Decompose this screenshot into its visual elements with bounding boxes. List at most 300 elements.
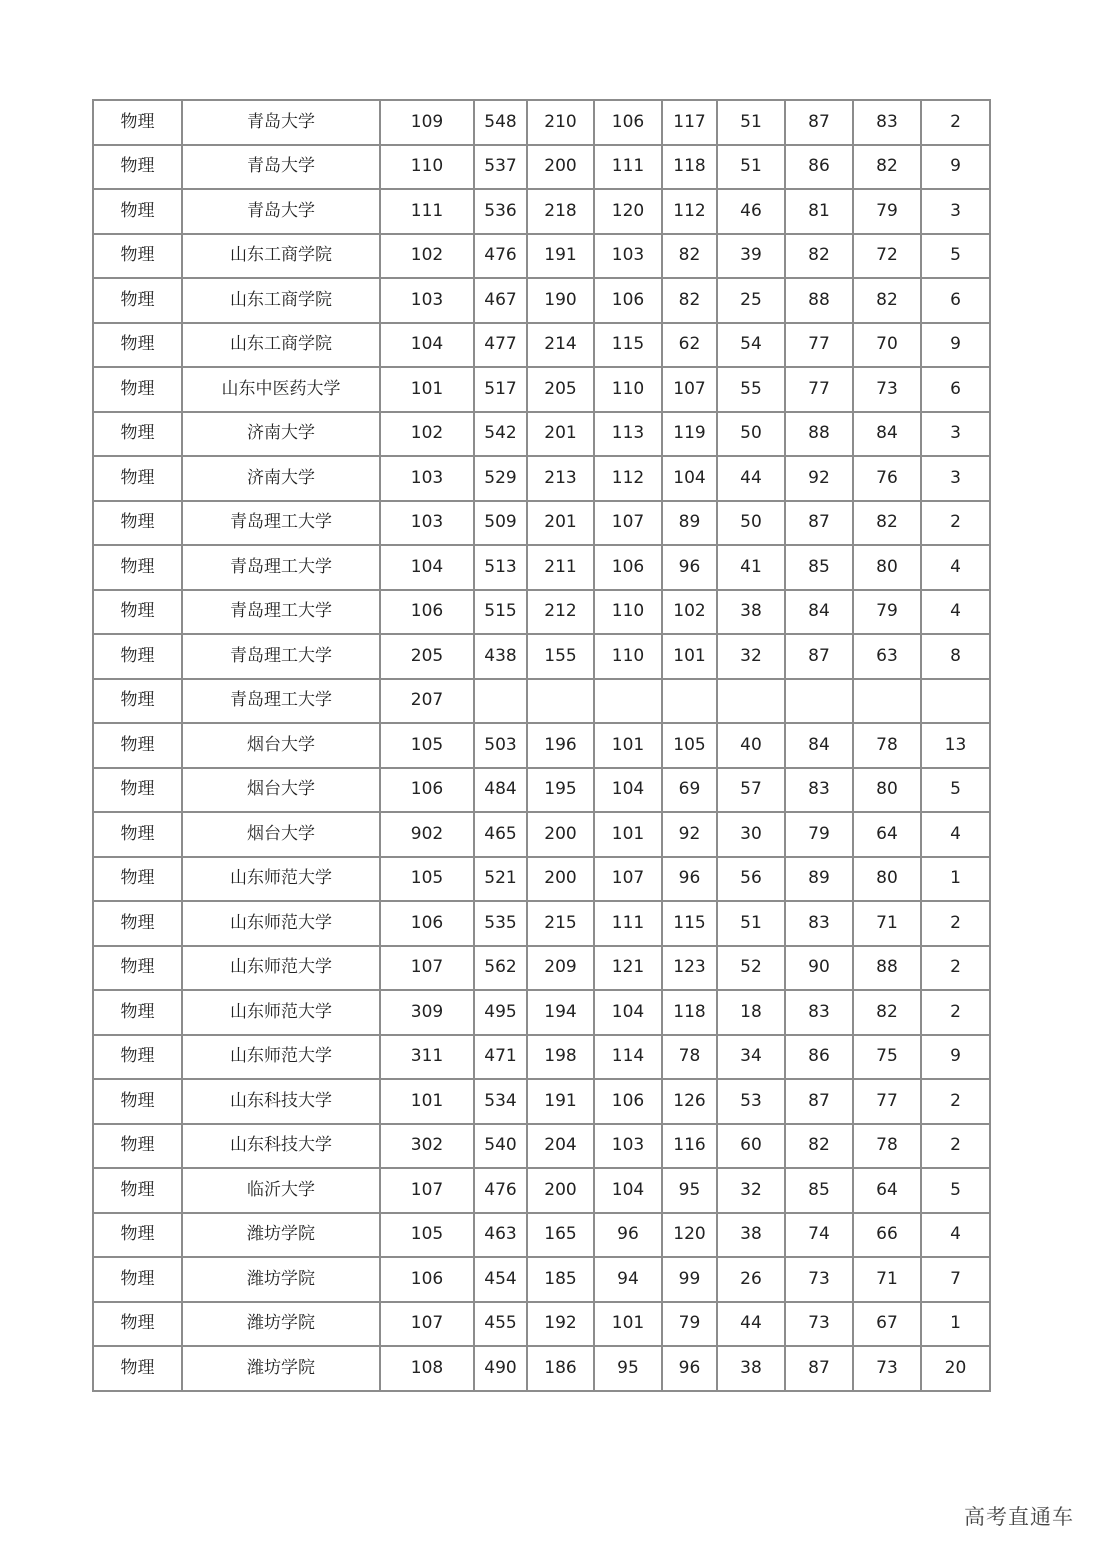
- table-row: [93, 501, 990, 546]
- university-cell: 山东师范大学: [182, 1035, 380, 1080]
- subject-cell: 物理: [93, 501, 182, 546]
- score-cell-5: 39: [717, 234, 785, 279]
- major-code-cell: 207: [380, 679, 474, 724]
- score-cell-4: 96: [662, 1346, 717, 1391]
- score-cell-1: 562: [474, 946, 527, 991]
- score-cell-5: 44: [717, 456, 785, 501]
- major-code-cell: 106: [380, 768, 474, 813]
- university-cell: 山东师范大学: [182, 857, 380, 902]
- table-row: [93, 100, 990, 145]
- university-cell: 青岛理工大学: [182, 634, 380, 679]
- university-cell: 山东工商学院: [182, 234, 380, 279]
- score-cell-1: [474, 679, 527, 724]
- university-cell: 青岛大学: [182, 145, 380, 190]
- university-cell: 山东中医药大学: [182, 367, 380, 412]
- major-code-cell: 105: [380, 1213, 474, 1258]
- score-cell-4: 119: [662, 412, 717, 457]
- score-cell-6: 87: [785, 501, 853, 546]
- score-cell-3: 101: [594, 1302, 662, 1347]
- score-cell-5: 52: [717, 946, 785, 991]
- score-cell-6: 87: [785, 1346, 853, 1391]
- score-cell-5: 25: [717, 278, 785, 323]
- score-cell-5: 32: [717, 1168, 785, 1213]
- score-cell-2: 195: [527, 768, 594, 813]
- score-cell-1: 490: [474, 1346, 527, 1391]
- score-cell-5: 40: [717, 723, 785, 768]
- score-cell-1: 476: [474, 234, 527, 279]
- score-cell-8: 9: [921, 1035, 990, 1080]
- score-cell-4: 116: [662, 1124, 717, 1169]
- score-cell-3: 110: [594, 634, 662, 679]
- score-cell-1: 465: [474, 812, 527, 857]
- score-cell-2: 196: [527, 723, 594, 768]
- score-cell-3: 101: [594, 723, 662, 768]
- score-cell-6: 88: [785, 412, 853, 457]
- score-cell-2: 200: [527, 145, 594, 190]
- score-cell-1: 529: [474, 456, 527, 501]
- major-code-cell: 103: [380, 278, 474, 323]
- score-cell-2: 211: [527, 545, 594, 590]
- major-code-cell: 108: [380, 1346, 474, 1391]
- score-cell-2: 205: [527, 367, 594, 412]
- table-row: [93, 234, 990, 279]
- score-cell-3: 95: [594, 1346, 662, 1391]
- subject-cell: 物理: [93, 100, 182, 145]
- score-cell-6: 84: [785, 590, 853, 635]
- score-cell-5: 26: [717, 1257, 785, 1302]
- table-row: [93, 278, 990, 323]
- score-cell-3: 94: [594, 1257, 662, 1302]
- score-cell-3: 121: [594, 946, 662, 991]
- score-cell-2: [527, 679, 594, 724]
- score-cell-4: 95: [662, 1168, 717, 1213]
- score-cell-2: 191: [527, 1079, 594, 1124]
- table-row: [93, 634, 990, 679]
- score-cell-1: 484: [474, 768, 527, 813]
- subject-cell: 物理: [93, 456, 182, 501]
- major-code-cell: 106: [380, 1257, 474, 1302]
- score-cell-6: 83: [785, 901, 853, 946]
- score-cell-3: 104: [594, 1168, 662, 1213]
- table-row: [93, 679, 990, 724]
- score-cell-2: 218: [527, 189, 594, 234]
- score-cell-5: 30: [717, 812, 785, 857]
- table-row: [93, 145, 990, 190]
- score-cell-8: 20: [921, 1346, 990, 1391]
- table-row: [93, 456, 990, 501]
- major-code-cell: 110: [380, 145, 474, 190]
- score-cell-8: 2: [921, 1079, 990, 1124]
- score-cell-3: 103: [594, 234, 662, 279]
- score-cell-1: 477: [474, 323, 527, 368]
- major-code-cell: 103: [380, 456, 474, 501]
- score-cell-8: 9: [921, 145, 990, 190]
- score-cell-4: 126: [662, 1079, 717, 1124]
- subject-cell: 物理: [93, 367, 182, 412]
- score-cell-7: 71: [853, 1257, 921, 1302]
- subject-cell: 物理: [93, 1035, 182, 1080]
- table-row: [93, 768, 990, 813]
- major-code-cell: 104: [380, 323, 474, 368]
- score-cell-1: 521: [474, 857, 527, 902]
- score-cell-4: 69: [662, 768, 717, 813]
- score-cell-1: 517: [474, 367, 527, 412]
- score-cell-1: 463: [474, 1213, 527, 1258]
- score-cell-1: 534: [474, 1079, 527, 1124]
- score-cell-4: 101: [662, 634, 717, 679]
- score-cell-8: 5: [921, 1168, 990, 1213]
- major-code-cell: 103: [380, 501, 474, 546]
- score-cell-6: 83: [785, 768, 853, 813]
- score-cell-2: 155: [527, 634, 594, 679]
- score-cell-4: 118: [662, 145, 717, 190]
- score-cell-7: 84: [853, 412, 921, 457]
- score-cell-7: 72: [853, 234, 921, 279]
- score-cell-7: 76: [853, 456, 921, 501]
- table-row: [93, 812, 990, 857]
- score-cell-1: 455: [474, 1302, 527, 1347]
- score-cell-8: 5: [921, 768, 990, 813]
- university-cell: 青岛理工大学: [182, 545, 380, 590]
- subject-cell: 物理: [93, 1302, 182, 1347]
- subject-cell: 物理: [93, 946, 182, 991]
- table-row: [93, 990, 990, 1035]
- score-cell-2: 214: [527, 323, 594, 368]
- score-cell-7: 64: [853, 812, 921, 857]
- score-cell-6: 89: [785, 857, 853, 902]
- major-code-cell: 302: [380, 1124, 474, 1169]
- score-cell-6: 84: [785, 723, 853, 768]
- score-cell-2: 192: [527, 1302, 594, 1347]
- score-cell-6: 81: [785, 189, 853, 234]
- major-code-cell: 107: [380, 946, 474, 991]
- university-cell: 山东工商学院: [182, 323, 380, 368]
- university-cell: 潍坊学院: [182, 1346, 380, 1391]
- score-cell-3: 120: [594, 189, 662, 234]
- score-cell-8: 6: [921, 278, 990, 323]
- score-cell-2: 200: [527, 857, 594, 902]
- score-cell-6: 86: [785, 1035, 853, 1080]
- university-cell: 烟台大学: [182, 723, 380, 768]
- table-row: [93, 545, 990, 590]
- score-cell-7: 83: [853, 100, 921, 145]
- score-cell-7: 70: [853, 323, 921, 368]
- major-code-cell: 104: [380, 545, 474, 590]
- score-cell-7: 82: [853, 990, 921, 1035]
- score-cell-7: 80: [853, 768, 921, 813]
- subject-cell: 物理: [93, 857, 182, 902]
- score-cell-4: 96: [662, 857, 717, 902]
- score-cell-2: 186: [527, 1346, 594, 1391]
- score-cell-7: 78: [853, 1124, 921, 1169]
- score-cell-7: 80: [853, 545, 921, 590]
- table-row: [93, 1079, 990, 1124]
- score-cell-4: 82: [662, 278, 717, 323]
- table-row: [93, 367, 990, 412]
- score-cell-7: 78: [853, 723, 921, 768]
- score-cell-2: 213: [527, 456, 594, 501]
- score-cell-2: 201: [527, 501, 594, 546]
- table-row: [93, 723, 990, 768]
- score-cell-6: 82: [785, 1124, 853, 1169]
- score-cell-2: 194: [527, 990, 594, 1035]
- score-cell-8: 13: [921, 723, 990, 768]
- major-code-cell: 106: [380, 901, 474, 946]
- score-cell-4: 62: [662, 323, 717, 368]
- subject-cell: 物理: [93, 1124, 182, 1169]
- university-cell: 潍坊学院: [182, 1213, 380, 1258]
- major-code-cell: 309: [380, 990, 474, 1035]
- score-cell-6: 85: [785, 545, 853, 590]
- subject-cell: 物理: [93, 812, 182, 857]
- score-cell-1: 536: [474, 189, 527, 234]
- score-cell-7: 88: [853, 946, 921, 991]
- score-cell-7: 82: [853, 278, 921, 323]
- score-cell-6: 79: [785, 812, 853, 857]
- university-cell: 临沂大学: [182, 1168, 380, 1213]
- university-cell: 山东工商学院: [182, 278, 380, 323]
- score-cell-4: 92: [662, 812, 717, 857]
- score-cell-3: 107: [594, 501, 662, 546]
- subject-cell: 物理: [93, 1213, 182, 1258]
- score-cell-4: 112: [662, 189, 717, 234]
- score-cell-6: 77: [785, 367, 853, 412]
- major-code-cell: 107: [380, 1168, 474, 1213]
- subject-cell: 物理: [93, 723, 182, 768]
- score-cell-4: 123: [662, 946, 717, 991]
- score-cell-6: 87: [785, 100, 853, 145]
- subject-cell: 物理: [93, 1257, 182, 1302]
- score-cell-4: 120: [662, 1213, 717, 1258]
- score-cell-2: 200: [527, 1168, 594, 1213]
- subject-cell: 物理: [93, 189, 182, 234]
- score-cell-2: 185: [527, 1257, 594, 1302]
- score-cell-8: 2: [921, 946, 990, 991]
- table-row: [93, 1302, 990, 1347]
- subject-cell: 物理: [93, 768, 182, 813]
- subject-cell: 物理: [93, 590, 182, 635]
- score-cell-4: 96: [662, 545, 717, 590]
- score-cell-7: 64: [853, 1168, 921, 1213]
- table-row: [93, 857, 990, 902]
- score-cell-8: 4: [921, 812, 990, 857]
- major-code-cell: 111: [380, 189, 474, 234]
- score-cell-8: 9: [921, 323, 990, 368]
- score-cell-3: 101: [594, 812, 662, 857]
- score-cell-2: 201: [527, 412, 594, 457]
- score-cell-1: 537: [474, 145, 527, 190]
- score-cell-3: 96: [594, 1213, 662, 1258]
- score-cell-2: 190: [527, 278, 594, 323]
- score-cell-1: 503: [474, 723, 527, 768]
- score-cell-5: 51: [717, 145, 785, 190]
- subject-cell: 物理: [93, 323, 182, 368]
- university-cell: 山东科技大学: [182, 1124, 380, 1169]
- major-code-cell: 102: [380, 234, 474, 279]
- score-cell-3: 106: [594, 278, 662, 323]
- score-cell-7: 67: [853, 1302, 921, 1347]
- score-cell-5: 57: [717, 768, 785, 813]
- score-cell-6: 90: [785, 946, 853, 991]
- score-cell-7: 82: [853, 501, 921, 546]
- score-cell-7: 79: [853, 590, 921, 635]
- score-cell-2: 212: [527, 590, 594, 635]
- university-cell: 烟台大学: [182, 768, 380, 813]
- score-cell-4: 78: [662, 1035, 717, 1080]
- score-cell-7: 73: [853, 367, 921, 412]
- score-cell-8: 4: [921, 590, 990, 635]
- table-row: [93, 323, 990, 368]
- score-cell-5: 32: [717, 634, 785, 679]
- score-cell-4: 117: [662, 100, 717, 145]
- university-cell: 潍坊学院: [182, 1257, 380, 1302]
- university-cell: 青岛理工大学: [182, 501, 380, 546]
- score-cell-3: 110: [594, 367, 662, 412]
- score-cell-1: 540: [474, 1124, 527, 1169]
- score-cell-4: 89: [662, 501, 717, 546]
- table-row: [93, 412, 990, 457]
- major-code-cell: 106: [380, 590, 474, 635]
- score-cell-8: 2: [921, 1124, 990, 1169]
- score-cell-3: 111: [594, 145, 662, 190]
- table-row: [93, 1346, 990, 1391]
- major-code-cell: 101: [380, 367, 474, 412]
- score-cell-4: 118: [662, 990, 717, 1035]
- score-cell-8: 1: [921, 1302, 990, 1347]
- table-row: [93, 590, 990, 635]
- score-cell-8: 4: [921, 1213, 990, 1258]
- score-cell-4: 104: [662, 456, 717, 501]
- score-cell-5: 38: [717, 590, 785, 635]
- score-cell-6: 82: [785, 234, 853, 279]
- major-code-cell: 109: [380, 100, 474, 145]
- score-cell-3: 103: [594, 1124, 662, 1169]
- score-cell-3: 106: [594, 545, 662, 590]
- score-cell-3: 110: [594, 590, 662, 635]
- university-cell: 青岛大学: [182, 100, 380, 145]
- score-cell-5: 46: [717, 189, 785, 234]
- score-cell-7: 82: [853, 145, 921, 190]
- score-cell-4: 102: [662, 590, 717, 635]
- table-row: [93, 1213, 990, 1258]
- table-row: [93, 189, 990, 234]
- subject-cell: 物理: [93, 679, 182, 724]
- score-cell-8: [921, 679, 990, 724]
- score-cell-3: 113: [594, 412, 662, 457]
- score-cell-5: 38: [717, 1213, 785, 1258]
- university-cell: 山东科技大学: [182, 1079, 380, 1124]
- score-cell-8: 5: [921, 234, 990, 279]
- score-cell-5: 60: [717, 1124, 785, 1169]
- score-cell-8: 3: [921, 456, 990, 501]
- score-cell-1: 438: [474, 634, 527, 679]
- university-cell: 青岛理工大学: [182, 590, 380, 635]
- score-cell-4: 82: [662, 234, 717, 279]
- major-code-cell: 311: [380, 1035, 474, 1080]
- score-cell-2: 200: [527, 812, 594, 857]
- score-cell-5: 54: [717, 323, 785, 368]
- score-cell-5: [717, 679, 785, 724]
- table-body: [93, 100, 990, 1391]
- score-cell-4: 79: [662, 1302, 717, 1347]
- subject-cell: 物理: [93, 145, 182, 190]
- score-cell-5: 53: [717, 1079, 785, 1124]
- university-cell: 潍坊学院: [182, 1302, 380, 1347]
- score-cell-6: 77: [785, 323, 853, 368]
- score-cell-2: 191: [527, 234, 594, 279]
- score-cell-1: 515: [474, 590, 527, 635]
- score-cell-4: 105: [662, 723, 717, 768]
- score-cell-2: 198: [527, 1035, 594, 1080]
- score-cell-5: 38: [717, 1346, 785, 1391]
- score-table: [92, 99, 991, 1392]
- score-cell-6: 85: [785, 1168, 853, 1213]
- table-row: [93, 1124, 990, 1169]
- score-cell-7: 71: [853, 901, 921, 946]
- score-cell-3: 111: [594, 901, 662, 946]
- subject-cell: 物理: [93, 634, 182, 679]
- score-cell-1: 467: [474, 278, 527, 323]
- score-cell-6: 74: [785, 1213, 853, 1258]
- university-cell: 山东师范大学: [182, 901, 380, 946]
- table-row: [93, 1035, 990, 1080]
- score-cell-1: 509: [474, 501, 527, 546]
- major-code-cell: 105: [380, 723, 474, 768]
- score-cell-5: 50: [717, 412, 785, 457]
- score-cell-5: 41: [717, 545, 785, 590]
- score-cell-1: 548: [474, 100, 527, 145]
- score-cell-1: 535: [474, 901, 527, 946]
- score-cell-7: [853, 679, 921, 724]
- score-cell-3: 106: [594, 100, 662, 145]
- score-cell-6: 73: [785, 1302, 853, 1347]
- score-cell-6: 87: [785, 634, 853, 679]
- university-cell: 山东师范大学: [182, 946, 380, 991]
- subject-cell: 物理: [93, 234, 182, 279]
- subject-cell: 物理: [93, 1079, 182, 1124]
- score-cell-8: 3: [921, 189, 990, 234]
- score-cell-7: 73: [853, 1346, 921, 1391]
- subject-cell: 物理: [93, 545, 182, 590]
- score-cell-8: 6: [921, 367, 990, 412]
- score-cell-4: 115: [662, 901, 717, 946]
- university-cell: 烟台大学: [182, 812, 380, 857]
- score-cell-5: 50: [717, 501, 785, 546]
- score-cell-8: 1: [921, 857, 990, 902]
- score-cell-5: 51: [717, 100, 785, 145]
- score-cell-8: 3: [921, 412, 990, 457]
- score-cell-8: 4: [921, 545, 990, 590]
- score-cell-6: 73: [785, 1257, 853, 1302]
- score-cell-8: 2: [921, 100, 990, 145]
- subject-cell: 物理: [93, 1168, 182, 1213]
- score-cell-8: 2: [921, 501, 990, 546]
- subject-cell: 物理: [93, 278, 182, 323]
- score-cell-6: 88: [785, 278, 853, 323]
- score-cell-5: 34: [717, 1035, 785, 1080]
- major-code-cell: 205: [380, 634, 474, 679]
- major-code-cell: 902: [380, 812, 474, 857]
- subject-cell: 物理: [93, 990, 182, 1035]
- score-cell-6: 87: [785, 1079, 853, 1124]
- score-cell-5: 56: [717, 857, 785, 902]
- score-cell-8: 2: [921, 990, 990, 1035]
- score-cell-7: 75: [853, 1035, 921, 1080]
- score-cell-7: 63: [853, 634, 921, 679]
- score-cell-5: 44: [717, 1302, 785, 1347]
- score-cell-6: [785, 679, 853, 724]
- university-cell: 济南大学: [182, 456, 380, 501]
